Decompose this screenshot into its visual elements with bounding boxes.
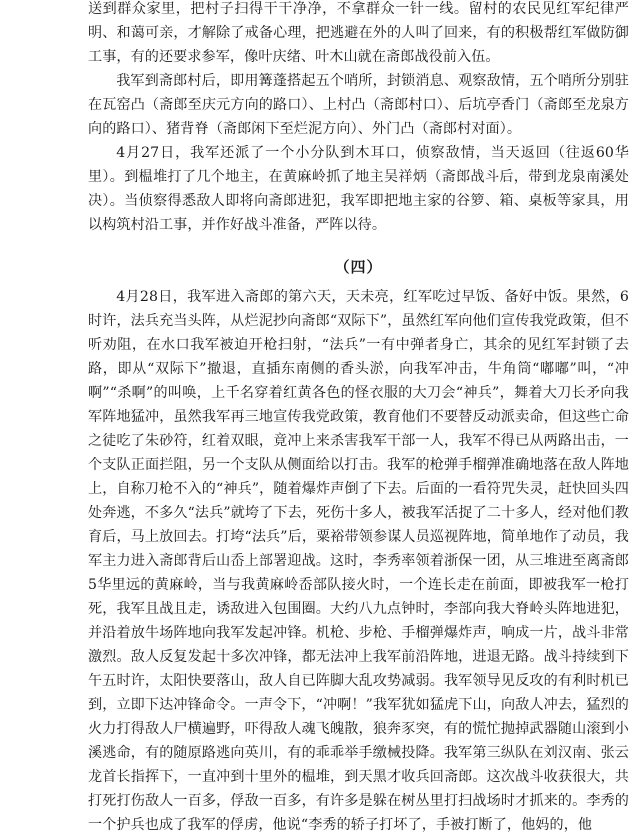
section-heading: （四）	[334, 258, 383, 276]
paragraph-2: 我军到斋郎村后，即用篝蓬搭起五个哨所，封锁消息、观察敌情，五个哨所分别驻在瓦窑凸（斋郎至庆元方向的路口）、上村凸（斋郎村口）、后坑亭香门（斋郎至龙泉方向的路口）、猪背脊（斋郎闲下至烂泥方向）、外门凸（斋郎村对面）。	[88, 73, 629, 137]
paragraph-1: 送到群众家里，把村子扫得干干净净，不拿群众一针一线。留村的农民见红军纪律严明、和蔼可亲，才解除了戒备心理，把逃避在外的人叫了回来，有的积极帮红军做防御工事，有的还要求参军，像叶庆绪、叶木山就在斋郎战役前入伍。	[88, 1, 629, 65]
paragraph-3: 4月27日，我军还派了一个小分队到木耳口，侦察敌情，当天返回（往返60华里）。到榅堆打了几个地主，在黄麻岭抓了地主吴祥炳（斋郎战斗后，带到龙泉南溪处决）。当侦察得悉敌人即将向斋郎进犯，我军即把地主家的谷箩、箱、桌板等家具，用以构筑村沿工事，并作好战斗准备，严阵以待。	[88, 145, 629, 233]
paragraph-4: 4月28日，我军进入斋郎的第六天，天未亮，红军吃过早饭、备好中饭。果然，6时许，法兵充当头阵，从烂泥抄向斋郎“双际下”，虽然红军向他们宣传我党政策，但不听劝阻，在水口我军被迫开枪扫射，“法兵”一有中弹者身亡，其余的见红军封锁了去路，即从“双际下”撤退，直插东南侧的香头淤，向我军冲击，牛角筒“嘟嘟”叫，“冲啊”“杀啊”的叫唤，上千名穿着红黄各色的怪衣服的大刀会“神兵”，舞着大刀长矛向我军阵地猛冲，虽然我军再三地宣传我党政策，教育他们不要替反动派卖命，但这些亡命之徒吃了朱砂符，红着双眼，竟冲上来杀害我军干部一人，我军不得已从两路出击，一个支队正面拦阻，另一个支队从侧面给以打击。我军的枪弹手榴弹准确地落在敌人阵地上，自称刀枪不入的“神兵”，随着爆炸声倒了下去。后面的一看符咒失灵，赶快回头四处奔逃，不多久“法兵”就垮了下去，死伤十多人，被我军活捉了二十多人，经对他们教育后，马上放回去。打垮“法兵”后，粟裕带领参谋人员巡视阵地，简单地作了动员，我军主力进入斋郎背后山岙上部署迎战。这时，李秀率领着浙保一团，从三堆进至离斋郎5华里远的黄麻岭，当与我黄麻岭岙部队接火时，一个连长走在前面，即被我军一枪打死，我军且战且走，诱敌进入包围圈。大约八九点钟时，李部向我大脊岭头阵地进犯，并沿着放牛场阵地向我军发起冲锋。机枪、步枪、手榴弹爆炸声，响成一片，战斗非常激烈。敌人反复发起十多次冲锋，都无法冲上我军前沿阵地，进退无路。战斗持续到下午五时许，太阳快要落山，敌人自已阵脚大乱攻势减弱。我军领导见反攻的有利时机已到，立即下达冲锋命令。一声令下，“冲啊！”我军犹如猛虎下山，向敌人冲去，猛烈的火力打得敌人尸横遍野，吓得敌人魂飞魄散，狼奔豕突，有的慌忙抛掉武器随山滚到小溪逃命，有的随原路逃向英川，有的乖乖举手缴械投降。我军第三纵队在刘汉南、张云龙首长指挥下，一直冲到十里外的榅堆，到天黑才收兵回斋郎。这次战斗收获很大，共打死打伤敌人一百多，俘敌一百多，有许多是躲在树丛里打扫战场时才抓来的。李秀的一个护兵也成了我军的俘虏，他说“李秀的轿子打坏了，手被打断了，他妈的，他	[88, 289, 629, 833]
